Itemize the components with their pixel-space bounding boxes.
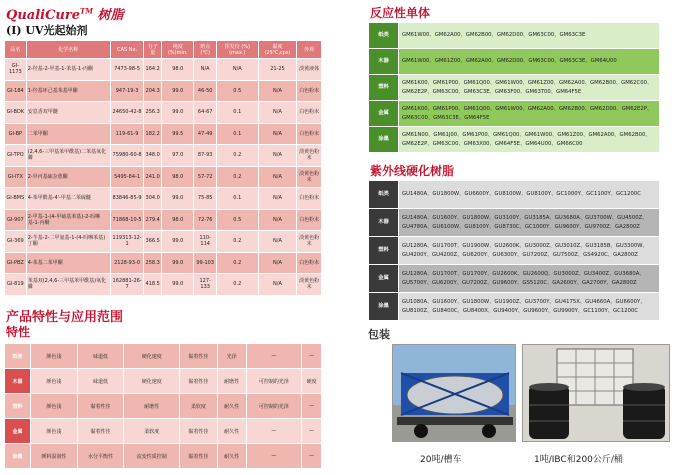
property-cell: 黏着性佳 xyxy=(77,419,124,444)
table-cell: 0.2 xyxy=(216,252,258,274)
table-cell: GI-1173 xyxy=(5,59,27,81)
table-cell: 110-114 xyxy=(194,231,216,253)
table-cell: 127-133 xyxy=(194,274,216,296)
property-cell: 黏着性佳 xyxy=(77,394,124,419)
table-cell: 0.1 xyxy=(216,123,258,145)
column-header: 外观 xyxy=(297,41,322,59)
table-cell: 5495-84-1 xyxy=(110,166,143,188)
table-cell: N/A xyxy=(258,145,297,167)
table-cell: N/A xyxy=(258,188,297,210)
monomers-row xyxy=(369,127,660,153)
property-cell: 可控制的光泽 xyxy=(246,369,302,394)
table-cell: GI-BP xyxy=(5,123,27,145)
property-cell: 颜色浅 xyxy=(31,369,78,394)
table-cell: N/A xyxy=(258,80,297,102)
monomers-row xyxy=(369,75,660,101)
properties-row xyxy=(5,444,322,469)
brand-title: QualiCure™ 树脂 xyxy=(6,6,124,23)
column-header: 熔点 (℃) xyxy=(194,41,216,59)
table-row xyxy=(5,252,322,274)
resins-list: GU1480A、GU1600Y、GU1800W、GU3100Y、GU3185A、GU3680A、GU3700W、GU4500Z、GU4780A、GU6100W、GU8100Y、GU8730C、GC1000Y、GU9600Y、GU9700Z、GA2800Z xyxy=(399,209,660,237)
table-cell: GI-BDK xyxy=(5,102,27,124)
table-cell: 99.0 xyxy=(162,231,194,253)
table-cell: 204.3 xyxy=(144,80,162,102)
table-cell: (2,4,6-三甲基苯甲酰基)二苯基氧化膦 xyxy=(26,145,110,167)
ibc-caption: 1吨/IBC和200公斤/桶 xyxy=(534,455,623,465)
table-cell: 0.1 xyxy=(216,188,258,210)
property-cell: 流变性质控制 xyxy=(124,444,180,469)
properties-table xyxy=(4,343,322,469)
table-cell: GI-ITX xyxy=(5,166,27,188)
resins-list: GU1480A、GU1800W、GU6600Y、GU8100W、GU8100Y、GC1000Y、GC1100Y、GC1200C xyxy=(399,181,660,209)
monomers-list: GM61K00、GM61P00、GM61Q00、GM61W00、GM62A00、GM62B00、GM62D00、GM62E2P、GM63C00、GM63C3E、GM64F5E xyxy=(399,101,660,127)
table-cell: 75-85 xyxy=(194,188,216,210)
ibc-drums-photo xyxy=(522,344,670,442)
table-cell: 99.0 xyxy=(162,102,194,124)
table-cell: 2-甲基-1-(4-甲硫基苯基)-2-吗啉基-1-丙酮 xyxy=(26,209,110,231)
table-cell: 白色粉末 xyxy=(297,80,322,102)
category-cell: 塑料 xyxy=(369,237,399,265)
resins-row xyxy=(369,265,660,293)
property-cell: 颜色浅 xyxy=(31,344,78,369)
resins-list: GU1280A、GU1700T、GU1700Y、GU2600K、GU2600Q、GU3000Z、GU3400Z、GU3680A、GU5700Y、GU6200Y、GU7200Z、GU9600Y、GS5120C、GA2600Y、GA2700Y、GA2800Z xyxy=(399,265,660,293)
column-header: 挥发份 (%) (max.) xyxy=(216,41,258,59)
monomers-row xyxy=(369,49,660,75)
property-cell: — xyxy=(246,419,302,444)
property-cell: 光泽 xyxy=(217,344,246,369)
table-cell: 279.4 xyxy=(144,209,162,231)
table-cell: 164.2 xyxy=(144,59,162,81)
property-cell: 黏着性佳 xyxy=(180,344,218,369)
table-row xyxy=(5,231,322,253)
table-cell: 2-羟基-2-甲基-1-苯基-1-丙酮 xyxy=(26,59,110,81)
table-cell: 2-异丙基硫杂蒽酮 xyxy=(26,166,110,188)
table-row xyxy=(5,166,322,188)
table-cell: N/A xyxy=(258,102,297,124)
table-row xyxy=(5,123,322,145)
table-cell: 99-103 xyxy=(194,252,216,274)
properties-row xyxy=(5,419,322,444)
table-cell: 46-50 xyxy=(194,80,216,102)
table-cell: 57-72 xyxy=(194,166,216,188)
property-cell: — xyxy=(246,344,302,369)
table-cell: GI-TPO xyxy=(5,145,27,167)
table-cell: 256.3 xyxy=(144,102,162,124)
table-cell: 淡黄色粉末 xyxy=(297,231,322,253)
column-header: CAS No. xyxy=(110,41,143,59)
table-cell: 2128-93-0 xyxy=(110,252,143,274)
resins-list: GU1280A、GU1700T、GU1900W、GU2600K、GU3000Z、GU3010Z、GU3185B、GU3300W、GU4200Y、GU4200Z、GU6200Y、GU6300Y、GU7200Z、GU7500Z、GS4920C、GA2800Z xyxy=(399,237,660,265)
property-cell: 黏着性佳 xyxy=(180,369,218,394)
table-cell: 258.3 xyxy=(144,252,162,274)
table-cell: 淡黄液体 xyxy=(297,59,322,81)
properties-row xyxy=(5,344,322,369)
resins-list: GU1080A、GU1600Y、GU1800W、GU1900Z、GU3700Y、GU4175X、GU4660A、GU6600Y、GU8100Z、GU8400C、GU8400X、GU9400Y、GU9600Y、GU9900Y、GC1100Y、GC1200C xyxy=(399,293,660,321)
table-cell: 75980-60-8 xyxy=(110,145,143,167)
table-cell: N/A xyxy=(258,274,297,296)
table-cell: 98.0 xyxy=(162,209,194,231)
property-cell: 黏着性佳 xyxy=(180,419,218,444)
property-cell: — xyxy=(302,344,322,369)
table-cell: 白色粉末 xyxy=(297,209,322,231)
table-cell: 418.5 xyxy=(144,274,162,296)
table-cell: 87-93 xyxy=(194,145,216,167)
category-cell: 木器 xyxy=(369,49,399,75)
monomers-row xyxy=(369,101,660,127)
property-cell: 耐磨性 xyxy=(217,369,246,394)
property-cell: 柔软度 xyxy=(180,394,218,419)
property-cell: 硬化速度 xyxy=(124,369,180,394)
column-header: 化学名称 xyxy=(26,41,110,59)
resins-row xyxy=(369,209,660,237)
table-cell: 安息香双甲醚 xyxy=(26,102,110,124)
resin-title: 紫外线硬化树脂 xyxy=(370,164,455,178)
table-cell: 98.0 xyxy=(162,166,194,188)
table-cell: N/A xyxy=(258,209,297,231)
table-cell: 72-76 xyxy=(194,209,216,231)
table-cell: 304.0 xyxy=(144,188,162,210)
table-cell: GI-BMS xyxy=(5,188,27,210)
table-row xyxy=(5,209,322,231)
monomers-row xyxy=(369,23,660,49)
monomers-list: GM61W00、GM61Z00、GM62A00、GM62D00、GM63C00、GM63C3E、GM64U00 xyxy=(399,49,660,75)
table-cell: N/A xyxy=(194,59,216,81)
category-cell: 涂墨 xyxy=(369,127,399,153)
table-cell: 淡黄色粉末 xyxy=(297,145,322,167)
section-title-properties: 产品特性与应用范围 xyxy=(6,310,124,325)
table-cell: 4-苯甲酰基-4'-甲基二苯硫醚 xyxy=(26,188,110,210)
table-cell: 98.0 xyxy=(162,59,194,81)
property-cell: 可控制的光泽 xyxy=(246,394,302,419)
property-cell: 黏着性佳 xyxy=(180,444,218,469)
table-cell: 0.2 xyxy=(216,145,258,167)
table-cell: 99.0 xyxy=(162,188,194,210)
category-cell: 塑料 xyxy=(5,394,31,419)
table-cell: 淡黄色粉末 xyxy=(297,274,322,296)
category-cell: 木器 xyxy=(369,209,399,237)
table-cell: 99.0 xyxy=(162,274,194,296)
table-cell: 4-苯基二苯甲酮 xyxy=(26,252,110,274)
monomers-list: GM61N00、GM61J00、GM61P00、GM61Q00、GM61W00、GM61Z00、GM62A00、GM62B00、GM62E2P、GM63C00、GM63X00、GM64F5E、GM64U00、GM66C00 xyxy=(399,127,660,153)
resins-row xyxy=(369,293,660,321)
table-cell: 99.0 xyxy=(162,252,194,274)
table-cell: 7473-98-5 xyxy=(110,59,143,81)
tanker-truck-photo xyxy=(392,344,516,442)
column-header: 黏度 (25℃,cps) xyxy=(258,41,297,59)
property-cell: — xyxy=(302,444,322,469)
table-cell: 83846-85-9 xyxy=(110,188,143,210)
table-cell: 99.0 xyxy=(162,80,194,102)
table-row xyxy=(5,188,322,210)
category-cell: 纸类 xyxy=(369,23,399,49)
resin-table xyxy=(368,180,660,321)
table-cell: 0.5 xyxy=(216,80,258,102)
table-cell: 947-19-3 xyxy=(110,80,143,102)
table-cell: 0.2 xyxy=(216,166,258,188)
table-cell: N/A xyxy=(216,59,258,81)
table-cell: 64-67 xyxy=(194,102,216,124)
category-cell: 涂墨 xyxy=(369,293,399,321)
table-cell: 白色粉末 xyxy=(297,252,322,274)
table-cell: 0.2 xyxy=(216,274,258,296)
packing-title: 包装 xyxy=(368,328,390,341)
monomers-list: GM61K00、GM61P00、GM61Q00、GM61W00、GM61Z00、GM62A00、GM62B00、GM62C00、GM62E2P、GM63C00、GM63C3E、GM63F00、GM63T00、GM64F5E xyxy=(399,75,660,101)
table-cell: 366.5 xyxy=(144,231,162,253)
section-subtitle-characteristics: 特性 xyxy=(6,325,31,339)
table-cell: 71868-10-5 xyxy=(110,209,143,231)
table-cell: 241.0 xyxy=(144,166,162,188)
table-cell: 119-61-9 xyxy=(110,123,143,145)
property-cell: 耐磨性 xyxy=(124,394,180,419)
table-cell: GI-369 xyxy=(5,231,27,253)
category-cell: 涂墨 xyxy=(5,444,31,469)
property-cell: 颜料湿润性 xyxy=(31,444,78,469)
table-cell: N/A xyxy=(258,231,297,253)
property-cell: 水分平衡性 xyxy=(77,444,124,469)
table-cell: 白色粉末 xyxy=(297,123,322,145)
property-cell: 味道低 xyxy=(77,344,124,369)
table-cell: 0.5 xyxy=(216,209,258,231)
table-cell: 24650-42-8 xyxy=(110,102,143,124)
property-cell: — xyxy=(302,419,322,444)
table-row xyxy=(5,102,322,124)
category-cell: 金属 xyxy=(369,101,399,127)
table-cell: 182.2 xyxy=(144,123,162,145)
table-cell: GI-907 xyxy=(5,209,27,231)
table-cell: 淡黄色粉末 xyxy=(297,166,322,188)
resins-row xyxy=(369,181,660,209)
category-cell: 木器 xyxy=(5,369,31,394)
column-header: 分子量 xyxy=(144,41,162,59)
property-cell: 耐久性 xyxy=(217,444,246,469)
category-cell: 纸类 xyxy=(369,181,399,209)
table-cell: 2-苄基-2-二甲氨基-1-(4-吗啉苯基)丁酮 xyxy=(26,231,110,253)
table-cell: GI-PBZ xyxy=(5,252,27,274)
category-cell: 金属 xyxy=(5,419,31,444)
monomer-title: 反应性单体 xyxy=(370,6,431,20)
table-cell: 21-25 xyxy=(258,59,297,81)
monomers-list: GM61W00、GM62A00、GM62B00、GM62D00、GM63C00、GM63C3E xyxy=(399,23,660,49)
property-cell: 味道低 xyxy=(77,369,124,394)
initiator-table xyxy=(4,40,322,296)
properties-row xyxy=(5,369,322,394)
table-row xyxy=(5,80,322,102)
table-cell: 0.1 xyxy=(216,102,258,124)
tanker-caption: 20吨/槽车 xyxy=(420,455,462,465)
table-cell: N/A xyxy=(258,252,297,274)
property-cell: 颜色浅 xyxy=(31,419,78,444)
property-cell: 柔软度 xyxy=(124,419,180,444)
monomer-table xyxy=(368,22,660,153)
property-cell: — xyxy=(246,444,302,469)
table-cell: N/A xyxy=(258,123,297,145)
table-cell: 119313-12-1 xyxy=(110,231,143,253)
column-header: 纯度 (%)min. xyxy=(162,41,194,59)
table-cell: 0.2 xyxy=(216,231,258,253)
uv-initiator-subtitle: (I) UV光起始剂 xyxy=(6,24,88,37)
table-row xyxy=(5,59,322,81)
property-cell: — xyxy=(302,394,322,419)
table-cell: 47-49 xyxy=(194,123,216,145)
table-cell: 苯基双(2,4,6-三甲基苯甲酰基)氧化膦 xyxy=(26,274,110,296)
table-cell: GI-819 xyxy=(5,274,27,296)
table-cell: N/A xyxy=(258,166,297,188)
table-cell: 白色粉末 xyxy=(297,102,322,124)
resins-row xyxy=(369,237,660,265)
table-cell: 白色粉末 xyxy=(297,188,322,210)
table-cell: GI-184 xyxy=(5,80,27,102)
table-row xyxy=(5,274,322,296)
property-cell: 耐久性 xyxy=(217,394,246,419)
column-header: 品名 xyxy=(5,41,27,59)
table-row xyxy=(5,145,322,167)
table-cell: 162881-26-7 xyxy=(110,274,143,296)
category-cell: 纸张 xyxy=(5,344,31,369)
table-cell: 348.0 xyxy=(144,145,162,167)
property-cell: 硬化速度 xyxy=(124,344,180,369)
table-cell: 99.5 xyxy=(162,123,194,145)
table-cell: 二苯甲酮 xyxy=(26,123,110,145)
property-cell: 硬度 xyxy=(302,369,322,394)
table-cell: 97.0 xyxy=(162,145,194,167)
properties-row xyxy=(5,394,322,419)
table-cell: 1-羟基环己基苯基甲酮 xyxy=(26,80,110,102)
category-cell: 塑料 xyxy=(369,75,399,101)
category-cell: 金属 xyxy=(369,265,399,293)
property-cell: 颜色浅 xyxy=(31,394,78,419)
property-cell: 耐久性 xyxy=(217,419,246,444)
